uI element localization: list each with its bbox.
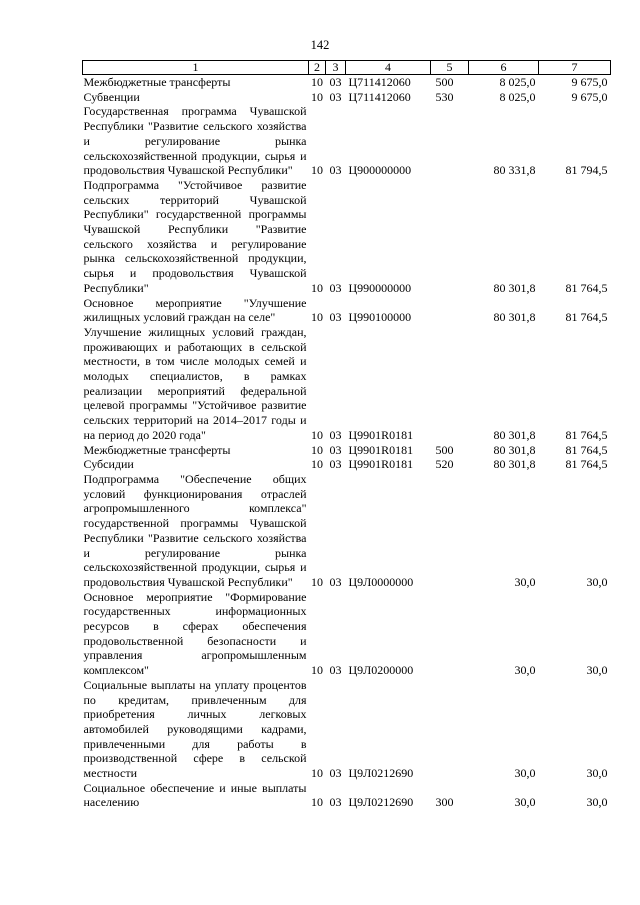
row-section: 10 bbox=[311, 427, 323, 442]
row-name: Межбюджетные трансферты bbox=[83, 442, 231, 457]
col-header-amount-1: 6 bbox=[469, 61, 539, 75]
row-name: Государственная программа Чувашской Республики "Развитие сельского хозяйства и регулирование рынка сельскохозяйственной продукции, сырья и продовольствия Чувашской Республики" bbox=[83, 104, 307, 178]
row-amount-1: 30,0 bbox=[514, 795, 536, 810]
budget-table bbox=[82, 60, 611, 810]
table-row bbox=[83, 325, 611, 443]
row-name: Социальные выплаты на уплату процентов по кредитам, привлеченным для приобретения личных легковых автомобилей руководящими кадрами, привлеченными для работы в производственной сфере в сельской местности bbox=[83, 677, 307, 781]
row-target-article: Ц9Л0212690 bbox=[348, 795, 414, 810]
row-expense-type bbox=[431, 590, 469, 678]
row-amount-1: 30,0 bbox=[514, 663, 536, 678]
row-expense-type bbox=[431, 178, 469, 296]
row-amount-2: 30,0 bbox=[586, 795, 608, 810]
row-target-article: Ц990100000 bbox=[348, 310, 412, 325]
table-row bbox=[83, 75, 611, 90]
row-amount-2: 30,0 bbox=[586, 574, 608, 589]
table-row bbox=[83, 178, 611, 296]
row-amount-2: 30,0 bbox=[586, 663, 608, 678]
row-amount-1: 80 301,8 bbox=[493, 457, 536, 472]
row-target-article: Ц9Л0212690 bbox=[348, 766, 414, 781]
row-section: 10 bbox=[311, 457, 323, 472]
table-row bbox=[83, 104, 611, 178]
row-name: Основное мероприятие "Улучшение жилищных условий граждан на селе" bbox=[83, 295, 307, 325]
row-subsection: 03 bbox=[329, 795, 342, 810]
table-row bbox=[83, 443, 611, 458]
row-expense-type: 300 bbox=[435, 795, 454, 810]
row-amount-2: 81 794,5 bbox=[565, 163, 608, 178]
col-header-subsection: 3 bbox=[326, 61, 346, 75]
row-expense-type bbox=[431, 472, 469, 590]
row-expense-type: 520 bbox=[435, 457, 454, 472]
row-target-article: Ц9901R0181 bbox=[348, 427, 414, 442]
row-subsection: 03 bbox=[329, 663, 342, 678]
row-amount-1: 8 025,0 bbox=[499, 89, 536, 104]
row-expense-type bbox=[431, 678, 469, 781]
table-row bbox=[83, 472, 611, 590]
row-subsection: 03 bbox=[329, 427, 342, 442]
row-name: Межбюджетные трансферты bbox=[83, 75, 231, 89]
row-section: 10 bbox=[311, 663, 323, 678]
row-expense-type bbox=[431, 104, 469, 178]
row-amount-1: 80 301,8 bbox=[493, 280, 536, 295]
table-row bbox=[83, 678, 611, 781]
table-row bbox=[83, 457, 611, 472]
col-header-target-article: 4 bbox=[346, 61, 431, 75]
row-amount-2: 81 764,5 bbox=[565, 310, 608, 325]
col-header-expense-type: 5 bbox=[431, 61, 469, 75]
row-target-article: Ц9Л0000000 bbox=[348, 574, 414, 589]
row-amount-2: 9 675,0 bbox=[571, 75, 608, 89]
row-target-article: Ц990000000 bbox=[348, 280, 412, 295]
table-row bbox=[83, 296, 611, 325]
row-amount-1: 8 025,0 bbox=[499, 75, 536, 89]
row-amount-2: 30,0 bbox=[586, 766, 608, 781]
row-amount-2: 81 764,5 bbox=[565, 427, 608, 442]
row-name: Субвенции bbox=[83, 89, 140, 104]
row-section: 10 bbox=[311, 89, 323, 104]
row-section: 10 bbox=[311, 163, 323, 178]
row-amount-2: 81 764,5 bbox=[565, 442, 608, 457]
row-expense-type: 500 bbox=[435, 442, 454, 457]
row-amount-2: 81 764,5 bbox=[565, 280, 608, 295]
row-section: 10 bbox=[311, 75, 323, 89]
row-target-article: Ц9901R0181 bbox=[348, 442, 414, 457]
row-name: Социальное обеспечение и иные выплаты населению bbox=[83, 780, 307, 810]
row-section: 10 bbox=[311, 766, 323, 781]
row-section: 10 bbox=[311, 574, 323, 589]
row-subsection: 03 bbox=[329, 442, 342, 457]
row-subsection: 03 bbox=[329, 310, 342, 325]
row-name: Подпрограмма "Устойчивое развитие сельских территорий Чувашской Республики" государственной программы Чувашской Республики "Развитие сельского хозяйства и регулирование рынка сельскохозяйственной продукции, сырья и продовольствия Чувашской Республики" bbox=[83, 177, 307, 295]
row-target-article: Ц9901R0181 bbox=[348, 457, 414, 472]
row-expense-type bbox=[431, 325, 469, 443]
row-subsection: 03 bbox=[329, 457, 342, 472]
table-row bbox=[83, 90, 611, 105]
row-target-article: Ц9Л0200000 bbox=[348, 663, 414, 678]
row-subsection: 03 bbox=[329, 766, 342, 781]
row-target-article: Ц711412060 bbox=[348, 89, 411, 104]
row-section: 10 bbox=[311, 280, 323, 295]
row-subsection: 03 bbox=[329, 574, 342, 589]
row-subsection: 03 bbox=[329, 280, 342, 295]
row-target-article: Ц711412060 bbox=[348, 75, 411, 89]
row-subsection: 03 bbox=[329, 89, 342, 104]
table-row bbox=[83, 781, 611, 810]
row-amount-1: 30,0 bbox=[514, 574, 536, 589]
row-target-article: Ц900000000 bbox=[348, 163, 412, 178]
row-amount-1: 80 301,8 bbox=[493, 442, 536, 457]
col-header-amount-2: 7 bbox=[539, 61, 611, 75]
row-amount-2: 9 675,0 bbox=[571, 89, 608, 104]
row-expense-type bbox=[431, 296, 469, 325]
col-header-section: 2 bbox=[309, 61, 326, 75]
row-section: 10 bbox=[311, 795, 323, 810]
row-amount-1: 80 301,8 bbox=[493, 310, 536, 325]
row-expense-type: 500 bbox=[435, 75, 454, 89]
row-amount-1: 80 331,8 bbox=[493, 163, 536, 178]
row-section: 10 bbox=[311, 442, 323, 457]
page-number: 142 bbox=[310, 38, 330, 52]
col-header-name: 1 bbox=[83, 61, 309, 75]
row-subsection: 03 bbox=[329, 75, 342, 89]
row-section: 10 bbox=[311, 310, 323, 325]
row-name: Подпрограмма "Обеспечение общих условий функционирования отраслей агропромышленного комплекса" государственной программы Чувашской Республики "Развитие сельского хозяйства и регулирование рынка сельскохозяйственной продукции, сырья и продовольствия Чувашской Республики" bbox=[83, 471, 307, 589]
row-expense-type: 530 bbox=[435, 89, 454, 104]
row-name: Основное мероприятие "Формирование государственных информационных ресурсов в сферах обеспечения продовольственной безопасности и управления агропромышленным комплексом" bbox=[83, 589, 307, 678]
table-row bbox=[83, 590, 611, 678]
row-amount-1: 80 301,8 bbox=[493, 427, 536, 442]
row-name: Субсидии bbox=[83, 457, 134, 472]
row-amount-2: 81 764,5 bbox=[565, 457, 608, 472]
row-subsection: 03 bbox=[329, 163, 342, 178]
row-name: Улучшение жилищных условий граждан, проживающих и работающих в сельской местности, в том числе молодых семей и молодых специалистов, в рамках реализации мероприятий федеральной целевой программы "Устойчивое развитие сельских территорий на 2014–2017 годы и на период до 2020 года" bbox=[83, 324, 307, 442]
header-row bbox=[83, 61, 611, 75]
row-amount-1: 30,0 bbox=[514, 766, 536, 781]
